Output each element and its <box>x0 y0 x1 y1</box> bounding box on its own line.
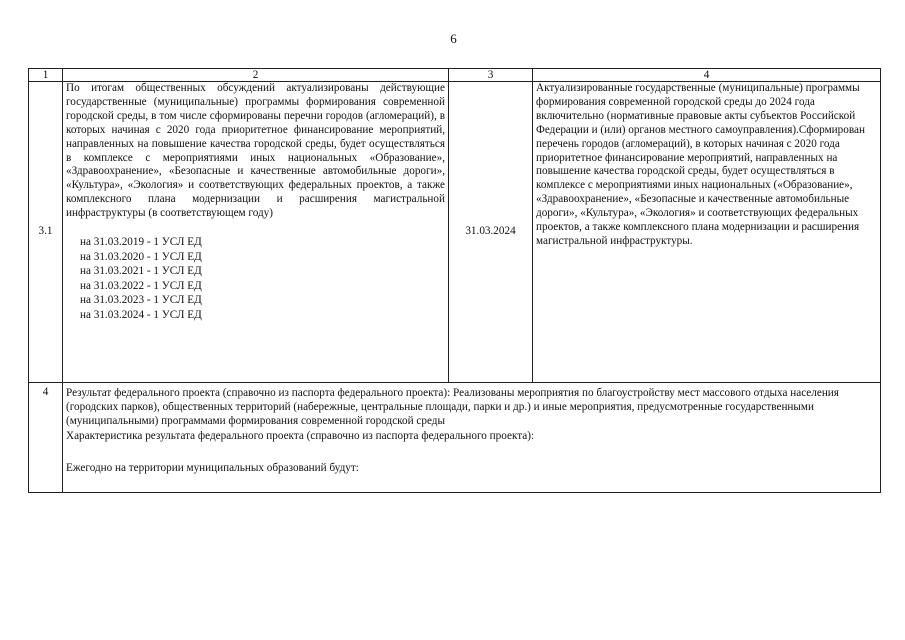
results-table <box>28 68 881 493</box>
federal-result-text: Результат федерального проекта (справочно из паспорта федерального проекта): Реализованы мероприятия по благоустройству мест массового отдыха населения (городских парков), общественных территорий (набережные, центральные площади, парки и др.) и иные мероприятия, предусмотренные государственными (муниципальными) программами формирования современной городской среды <box>66 387 839 428</box>
page-number: 6 <box>450 31 457 46</box>
table-row <box>29 82 881 383</box>
table-header-row <box>29 69 881 82</box>
milestone-item: на 31.03.2022 - 1 УСЛ ЕД <box>80 279 202 292</box>
federal-result-annual: Ежегодно на территории муниципальных образований будут: <box>66 461 359 474</box>
header-col-1: 1 <box>29 69 63 82</box>
header-col-2: 2 <box>63 69 449 82</box>
row-federal-result-cell <box>63 383 881 493</box>
milestone-item: на 31.03.2020 - 1 УСЛ ЕД <box>80 250 202 263</box>
row-number: 4 <box>29 383 63 493</box>
row-date: 31.03.2024 <box>449 82 533 383</box>
header-col-4: 4 <box>533 69 881 82</box>
milestone-item: на 31.03.2024 - 1 УСЛ ЕД <box>80 309 202 322</box>
federal-result-characteristic: Характеристика результата федерального проекта (справочно из паспорта федерального проекта): <box>66 429 535 442</box>
row-description: По итогам общественных обсуждений актуализированы действующие государственные (муниципальные) программы формирования современной городской среды, в том числе сформированы перечни городов (агломераций), в которых начиная с 2020 года приоритетное финансирование мероприятий, направленных на повышение качества городской среды, будет осуществляться в комплексе с мероприятиями иных национальных «Образование», «Здравоохранение», «Безопасные и качественные автомобильные дороги», «Культура», «Экология» и соответствующих федеральных проектов, а также комплексного плана модернизации и расширения магистральной инфраструктуры (в соответствующем году) <box>66 82 445 220</box>
milestone-list <box>66 235 445 323</box>
table-row <box>29 383 881 493</box>
milestone-item: на 31.03.2021 - 1 УСЛ ЕД <box>80 265 202 278</box>
header-col-3: 3 <box>449 69 533 82</box>
milestone-item: на 31.03.2023 - 1 УСЛ ЕД <box>80 294 202 307</box>
row-result: Актуализированные государственные (муниципальные) программы формирования современной городской среды до 2024 года включительно (нормативные правовые акты субъектов Российской Федерации и (или) органов местного самоуправления).Сформирован перечень городов (агломераций), в которых начиная с 2020 года приоритетное финансирование мероприятий, направленных на повышение качества городской среды, будет осуществляться в комплексе с мероприятиями иных национальных («Образование», «Здравоохранение», «Безопасные и качественные автомобильные дороги», «Культура», «Экология» и соответствующих федеральных проектов, а также комплексного плана модернизации и расширения магистральной инфраструктуры. <box>533 82 881 383</box>
row-description-cell <box>63 82 449 383</box>
row-number: 3.1 <box>29 82 63 383</box>
milestone-item: на 31.03.2019 - 1 УСЛ ЕД <box>80 236 202 249</box>
